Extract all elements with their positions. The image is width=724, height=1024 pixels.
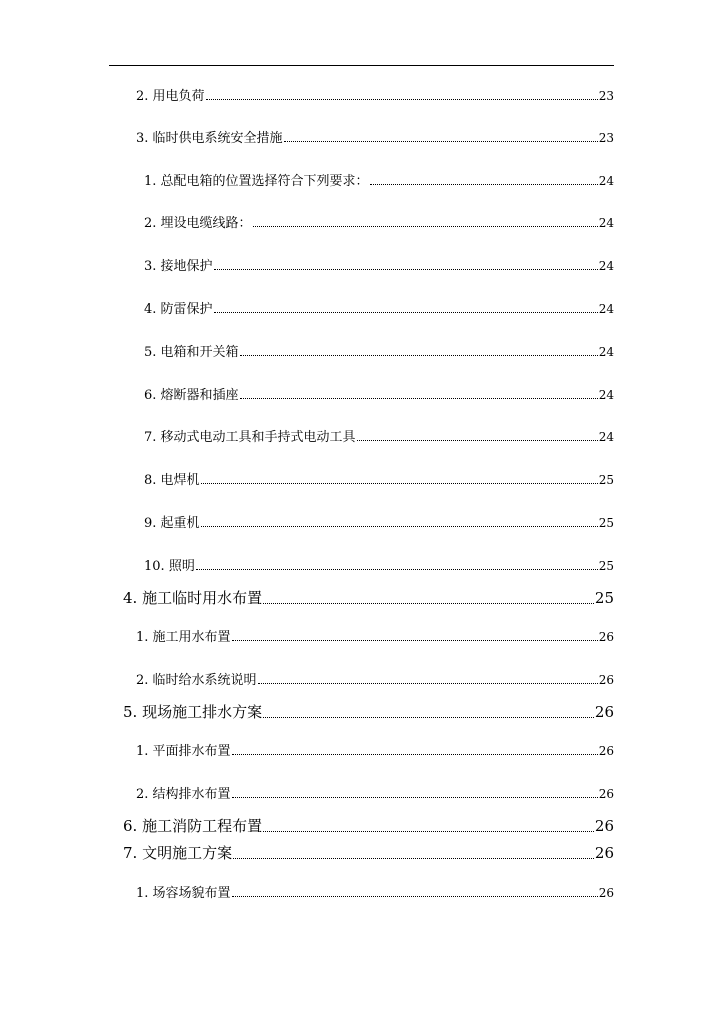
toc-entry-page: 24 — [598, 388, 614, 402]
toc-entry-page: 24 — [598, 216, 614, 230]
toc-entry-page: 25 — [598, 516, 614, 530]
toc-entry-title: 电焊机 — [160, 473, 200, 488]
toc-leader — [240, 355, 598, 356]
toc-entry-page: 26 — [598, 630, 614, 644]
toc-entry[interactable] — [144, 512, 614, 530]
toc-entry-number: 4. — [123, 589, 138, 607]
toc-leader — [232, 797, 598, 798]
toc-leader — [263, 717, 594, 718]
toc-entry[interactable] — [136, 783, 614, 801]
toc-entry-page: 24 — [598, 259, 614, 273]
toc-leader — [206, 99, 598, 100]
toc-entry-title: 施工临时用水布置 — [142, 589, 263, 607]
toc-entry-title: 施工消防工程布置 — [142, 817, 263, 835]
toc-entry-title: 照明 — [168, 559, 195, 574]
toc-entry[interactable] — [136, 85, 614, 103]
toc-entry-heading[interactable] — [123, 587, 614, 607]
toc-entry-title: 文明施工方案 — [142, 844, 233, 862]
toc-leader — [263, 603, 594, 604]
toc-leader — [214, 269, 598, 270]
toc-leader — [370, 184, 598, 185]
toc-leader — [240, 398, 598, 399]
toc-entry-page: 26 — [598, 787, 614, 801]
toc-leader — [201, 483, 598, 484]
toc-entry-number: 9. — [144, 516, 157, 531]
toc-entry-heading[interactable] — [123, 815, 614, 835]
toc-entry-page: 26 — [594, 703, 614, 721]
toc-entry-title: 用电负荷 — [152, 89, 205, 104]
toc-entry-title: 场容场貌布置 — [152, 886, 231, 901]
toc-leader — [233, 858, 594, 859]
toc-entry-title: 总配电箱的位置选择符合下列要求： — [160, 174, 369, 189]
toc-leader — [232, 640, 598, 641]
toc-entry-title: 防雷保护 — [160, 302, 213, 317]
toc-entry[interactable] — [144, 384, 614, 402]
toc-leader — [263, 831, 594, 832]
toc-entry-heading[interactable] — [123, 701, 614, 721]
toc-entry-title: 平面排水布置 — [152, 744, 231, 759]
toc-entry-number: 1. — [136, 630, 149, 645]
toc-entry-title: 熔断器和插座 — [160, 388, 239, 403]
toc-entry-number: 6. — [123, 817, 138, 835]
toc-entry-title: 临时供电系统安全措施 — [152, 131, 283, 146]
toc-leader — [258, 683, 598, 684]
toc-entry[interactable] — [136, 669, 614, 687]
toc-entry[interactable] — [144, 170, 614, 188]
toc-entry-number: 6. — [144, 388, 157, 403]
toc-entry-page: 24 — [598, 345, 614, 359]
toc-entry-number: 1. — [136, 886, 149, 901]
toc-leader — [196, 569, 598, 570]
toc-entry[interactable] — [144, 212, 614, 230]
toc-entry-number: 5. — [123, 703, 138, 721]
toc-entry[interactable] — [144, 426, 614, 444]
toc-entry-page: 26 — [598, 744, 614, 758]
toc-entry-page: 23 — [598, 131, 614, 145]
toc-entry-number: 2. — [144, 216, 157, 231]
toc-leader — [357, 440, 598, 441]
toc-entry[interactable] — [136, 882, 614, 900]
toc-entry[interactable] — [144, 255, 614, 273]
toc-entry-heading[interactable] — [123, 842, 614, 862]
toc-entry-page: 26 — [594, 844, 614, 862]
toc-entry-title: 施工用水布置 — [152, 630, 231, 645]
toc-entry-title: 起重机 — [160, 516, 200, 531]
toc-leader — [232, 896, 598, 897]
toc-entry-number: 7. — [123, 844, 138, 862]
toc-entry-title: 结构排水布置 — [152, 787, 231, 802]
toc-leader — [232, 754, 598, 755]
toc-entry[interactable] — [136, 626, 614, 644]
toc-entry-number: 8. — [144, 473, 157, 488]
toc-entry-number: 3. — [136, 131, 149, 146]
toc-entry-title: 埋设电缆线路： — [160, 216, 252, 231]
toc-entry-title: 电箱和开关箱 — [160, 345, 239, 360]
toc-entry-page: 26 — [594, 817, 614, 835]
toc-leader — [201, 526, 598, 527]
toc-entry-title: 现场施工排水方案 — [142, 703, 263, 721]
toc-entry-number: 2. — [136, 673, 149, 688]
toc-entry-number: 4. — [144, 302, 157, 317]
toc-entry-number: 7. — [144, 430, 157, 445]
toc-entry-page: 25 — [598, 473, 614, 487]
toc-entry-number: 2. — [136, 89, 149, 104]
toc-entry-page: 25 — [598, 559, 614, 573]
toc-entry-page: 24 — [598, 174, 614, 188]
toc-entry-number: 1. — [136, 744, 149, 759]
toc-leader — [253, 226, 598, 227]
toc-entry-page: 26 — [598, 886, 614, 900]
toc-entry-number: 1. — [144, 174, 157, 189]
toc-leader — [284, 141, 598, 142]
toc-leader — [214, 312, 598, 313]
toc-entry[interactable] — [136, 740, 614, 758]
header-rule — [109, 65, 614, 66]
toc-entry[interactable] — [144, 555, 614, 573]
toc-entry[interactable] — [144, 469, 614, 487]
toc-entry-page: 23 — [598, 89, 614, 103]
toc-entry-title: 临时给水系统说明 — [152, 673, 257, 688]
toc-entry-number: 3. — [144, 259, 157, 274]
toc-entry[interactable] — [136, 127, 614, 145]
toc-entry-title: 移动式电动工具和手持式电动工具 — [160, 430, 356, 445]
toc-entry-title: 接地保护 — [160, 259, 213, 274]
toc-entry-page: 26 — [598, 673, 614, 687]
toc-entry-number: 10. — [144, 559, 165, 574]
toc-entry-number: 2. — [136, 787, 149, 802]
toc-entry-page: 25 — [594, 589, 614, 607]
toc-entry[interactable] — [144, 298, 614, 316]
toc-entry[interactable] — [144, 341, 614, 359]
toc-entry-page: 24 — [598, 302, 614, 316]
toc-entry-page: 24 — [598, 430, 614, 444]
toc-entry-number: 5. — [144, 345, 157, 360]
